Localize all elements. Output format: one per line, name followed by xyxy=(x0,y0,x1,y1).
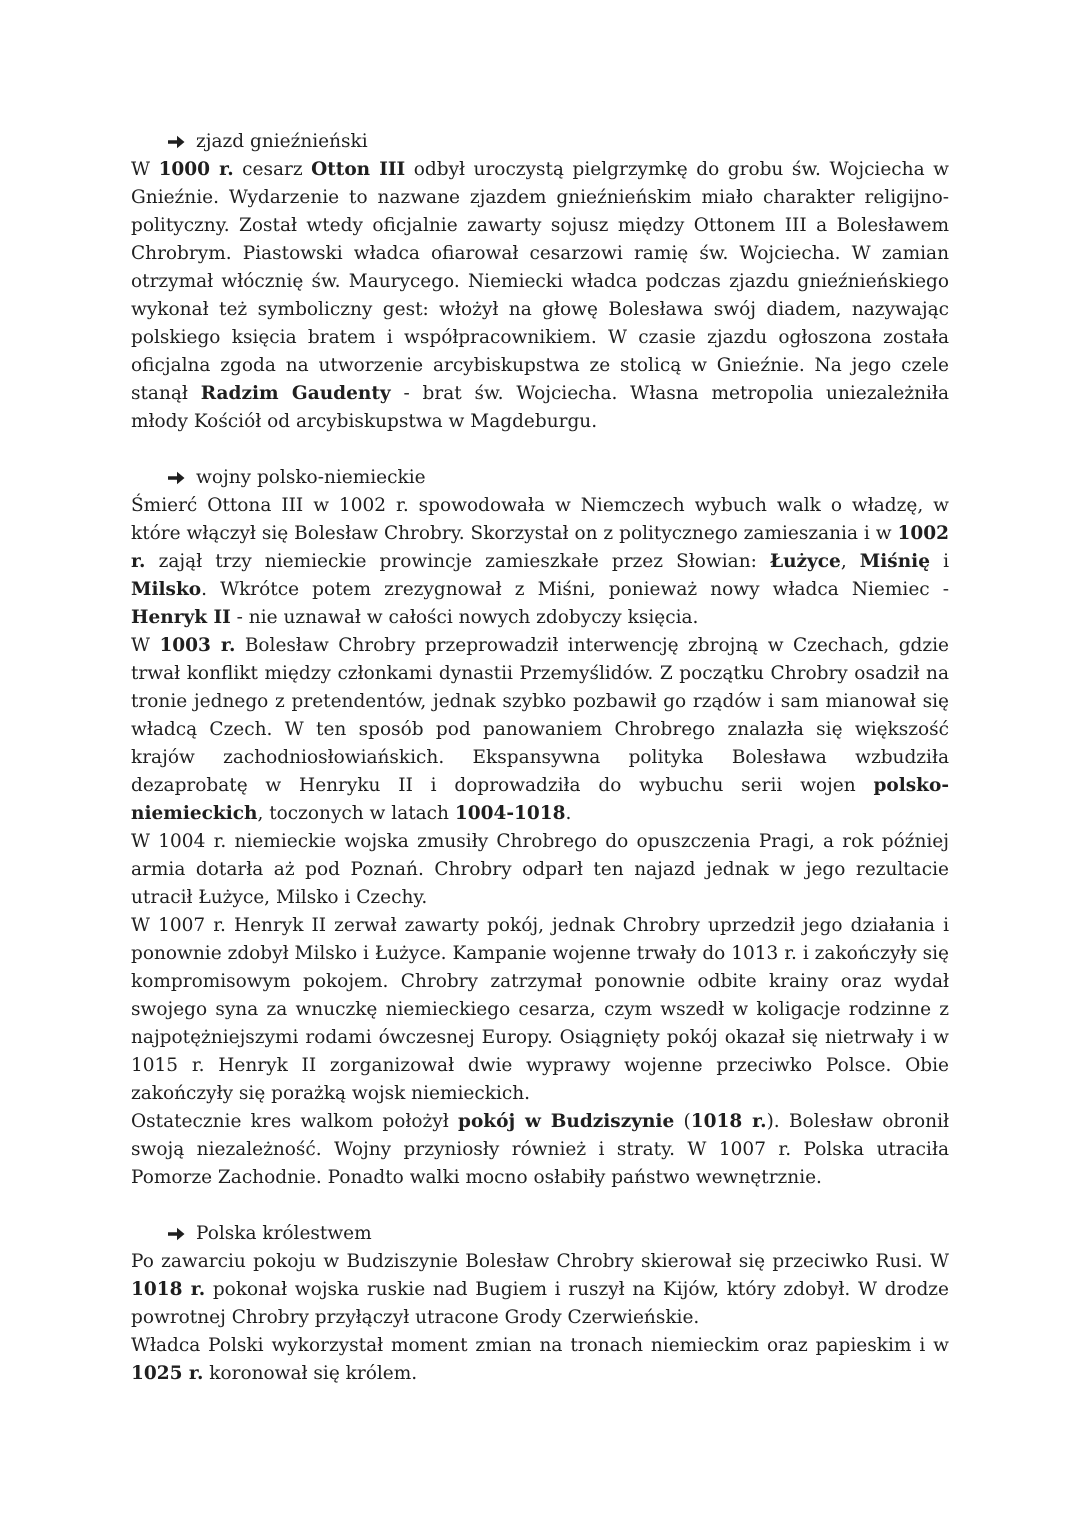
text-run: ). Bolesław obronił swoją niezależność. Wojny przyniosły również i straty. W 1007 r. Polska utraciła Pomorze Zachodnie. Ponadto walki mocno osłabiły państwo wewnętrznie. xyxy=(131,1111,949,1188)
bold-text: Radzim Gaudenty xyxy=(200,383,391,404)
text-run: W 1007 r. Henryk II zerwał zawarty pokój, jednak Chrobry uprzedził jego działania i ponownie zdobył Milsko i Łużyce. Kampanie wojenne trwały do 1013 r. i zakończyły się kompromisowym pokojem. Chrobry zatrzymał ponownie odbite krainy oraz wydał swojego syna za wnuczkę niemieckiego cesarza, czym wszedł w koligacje rodzinne z najpotężniejszymi rodami ówczesnej Europy. Osiągnięty pokój okazał się nietrwały i w 1015 r. Henryk II zorganizował dwie wyprawy wojenne przeciwko Polsce. Obie zakończyły się porażką wojsk niemieckich. xyxy=(131,915,949,1104)
bold-text: 1025 r. xyxy=(131,1363,204,1384)
paragraph xyxy=(131,156,949,436)
bold-text: 1000 r. xyxy=(158,159,234,180)
text-run: ( xyxy=(674,1111,691,1132)
bold-text: 1018 r. xyxy=(131,1279,206,1300)
section-heading xyxy=(131,128,949,156)
section-heading xyxy=(131,464,949,492)
bold-text: Miśnię xyxy=(859,551,930,572)
paragraph xyxy=(131,492,949,632)
paragraph xyxy=(131,1332,949,1388)
text-run: , xyxy=(840,551,860,572)
text-run: . xyxy=(565,803,572,824)
text-run: i xyxy=(929,551,949,572)
bold-text: Henryk II xyxy=(131,607,231,628)
document-page xyxy=(131,128,949,1388)
text-run: Śmierć Ottona III w 1002 r. spowodowała w Niemczech wybuch walk o władzę, w które włączył się Bolesław Chrobry. Skorzystał on z politycznego zamieszania i w xyxy=(131,495,949,544)
bold-text: Milsko xyxy=(131,579,202,600)
bold-text: Łużyce xyxy=(769,551,841,572)
text-run: cesarz xyxy=(233,159,312,180)
text-run: odbył uroczystą pielgrzymkę do grobu św. Wojciecha w Gnieźnie. Wydarzenie to nazwane zjazdem gnieźnieńskim miało charakter religijno-polityczny. Został wtedy oficjalnie zawarty sojusz między Ottonem III a Bolesławem Chrobrym. Piastowski władca ofiarował cesarzowi ramię św. Wojciecha. W zamian otrzymał włócznię św. Maurycego. Niemiecki władca podczas zjazdu gnieźnieńskiego wykonał też symboliczny gest: włożył na głowę Bolesława swój diadem, nazywając polskiego księcia bratem i współpracownikiem. W czasie zjazdu ogłoszona została oficjalna zgoda na utworzenie arcybiskupstwa ze stolicą w Gnieźnie. Na jego czele stanął xyxy=(131,159,949,404)
text-run: . Wkrótce potem zrezygnował z Miśni, ponieważ nowy władca Niemiec - xyxy=(201,579,949,600)
paragraph xyxy=(131,828,949,912)
paragraph xyxy=(131,1108,949,1192)
paragraph xyxy=(131,912,949,1108)
text-run: koronował się królem. xyxy=(203,1363,418,1384)
bold-text: 1002 r. xyxy=(131,523,949,572)
section-heading xyxy=(131,1220,949,1248)
bold-text: polsko-niemieckich xyxy=(131,775,949,824)
text-run: - nie uznawał w całości nowych zdobyczy księcia. xyxy=(230,607,699,628)
bold-text: 1003 r. xyxy=(159,635,236,656)
text-run: zajął trzy niemieckie prowincje zamieszkałe przez Słowian: xyxy=(145,551,770,572)
arrow-right-icon xyxy=(168,1220,186,1248)
bold-text: 1004-1018 xyxy=(454,803,566,824)
text-run: W 1004 r. niemieckie wojska zmusiły Chrobrego do opuszczenia Pragi, a rok później armia dotarła aż pod Poznań. Chrobry odparł ten najazd jednak w jego rezultacie utracił Łużyce, Milsko i Czechy. xyxy=(131,831,949,908)
text-run: - brat św. Wojciecha. Własna metropolia uniezależniła młody Kościół od arcybiskupstwa w Magdeburgu. xyxy=(131,383,949,432)
arrow-right-icon xyxy=(168,128,186,156)
bold-text: Otton III xyxy=(311,159,406,180)
text-run: W xyxy=(131,635,160,656)
document-section xyxy=(131,1220,949,1388)
bold-text: pokój w Budziszynie xyxy=(458,1111,675,1132)
text-run: pokonał wojska ruskie nad Bugiem i ruszył na Kijów, który zdobył. W drodze powrotnej Chrobry przyłączył utracone Grody Czerwieńskie. xyxy=(131,1279,949,1328)
text-run: , toczonych w latach xyxy=(257,803,455,824)
text-run: W xyxy=(131,159,159,180)
paragraph xyxy=(131,632,949,828)
paragraph xyxy=(131,1248,949,1332)
section-heading-text: Polska królestwem xyxy=(196,1223,372,1244)
text-run: Ostatecznie kres walkom położył xyxy=(131,1111,459,1132)
section-heading-text: wojny polsko-niemieckie xyxy=(196,467,426,488)
text-run: Bolesław Chrobry przeprowadził interwencję zbrojną w Czechach, gdzie trwał konflikt między członkami dynastii Przemyślidów. Z początku Chrobry osadził na tronie jednego z pretendentów, jednak szybko pozbawił go rządów i sam mianował się władcą Czech. W ten sposób pod panowaniem Chrobrego znalazła się większość krajów zachodniosłowiańskich. Ekspansywna polityka Bolesława wzbudziła dezaprobatę w Henryku II i doprowadziła do wybuchu serii wojen xyxy=(131,635,949,796)
text-run: Po zawarciu pokoju w Budziszynie Bolesław Chrobry skierował się przeciwko Rusi. W xyxy=(131,1251,949,1272)
document-section xyxy=(131,464,949,1192)
text-run: Władca Polski wykorzystał moment zmian na tronach niemieckim oraz papieskim i w xyxy=(131,1335,949,1356)
section-heading-text: zjazd gnieźnieński xyxy=(196,131,368,152)
document-section xyxy=(131,128,949,436)
arrow-right-icon xyxy=(168,464,186,492)
bold-text: 1018 r. xyxy=(690,1111,767,1132)
